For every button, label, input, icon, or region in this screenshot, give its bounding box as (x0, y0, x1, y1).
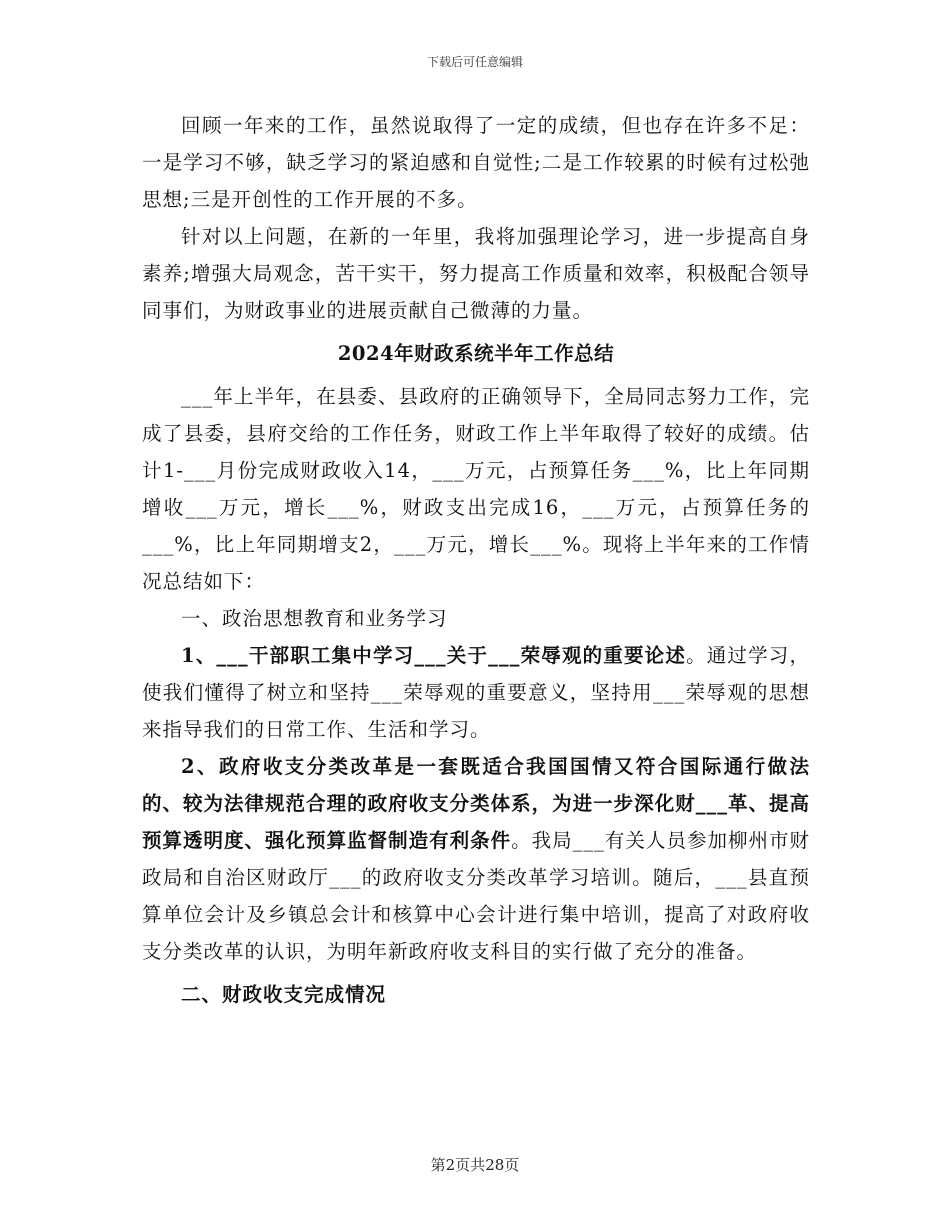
document-title: 2024年财政系统半年工作总结 (337, 342, 615, 365)
item-2-text: 。我局___有关人员参加柳州市财政局和自治区财政厅___的政府收支分类改革学习培训。随后，___县直预算单位会计及乡镇总会计和核算中心会计进行集中培训，提高了对政府收支分类改革的认识，为明年新政府收支科目的实行做了充分的准备。 (142, 829, 810, 963)
paragraph-summary: ___年上半年，在县委、县政府的正确领导下，全局同志努力工作，完成了县委，县府交给的工作任务，财政工作上半年取得了较好的成绩。估计1-___月份完成财政收入14，___万元，占预算任务___%，比上年同期增收___万元，增长___%，财政支出完成16，___万元，占预算任务的___%，比上年同期增支2，___万元，增长___%。现将上半年来的工作情况总结如下： (142, 385, 810, 593)
section-heading-1: 一、政治思想教育和业务学习 (181, 607, 448, 630)
item-1-lead: 1、___干部职工集中学习___关于___荣辱观的重要论述 (181, 644, 687, 667)
item-2-lead: 2、政府收支分类改革是一套既适合我国国情又符合国际通行做法的、较为法律规范合理的政府收支分类体系，为进一步深化财___革、提高预算透明度、强化预算监督制造有利条件 (142, 755, 810, 852)
paragraph-plan: 针对以上问题，在新的一年里，我将加强理论学习，进一步提高自身素养;增强大局观念，苦干实干，努力提高工作质量和效率，积极配合领导同事们，为财政事业的进展贡献自己微薄的力量。 (142, 225, 810, 322)
document-body (142, 107, 810, 1013)
paragraph-item-1 (142, 637, 810, 748)
paragraph-review: 回顾一年来的工作，虽然说取得了一定的成绩，但也存在许多不足：一是学习不够，缺乏学习的紧迫感和自觉性;二是工作较累的时候有过松弛思想;三是开创性的工作开展的不多。 (142, 114, 810, 211)
page-header: 下载后可任意编辑 (426, 55, 523, 69)
section-heading-2: 二、财政收支完成情况 (181, 983, 387, 1006)
page-number: 第2页共28页 (430, 1156, 520, 1174)
item-1-text: 。通过学习，使我们懂得了树立和坚持___荣辱观的重要意义，坚持用___荣辱观的思想来指导我们的日常工作、生活和学习。 (142, 644, 810, 741)
paragraph-item-2 (142, 748, 810, 970)
